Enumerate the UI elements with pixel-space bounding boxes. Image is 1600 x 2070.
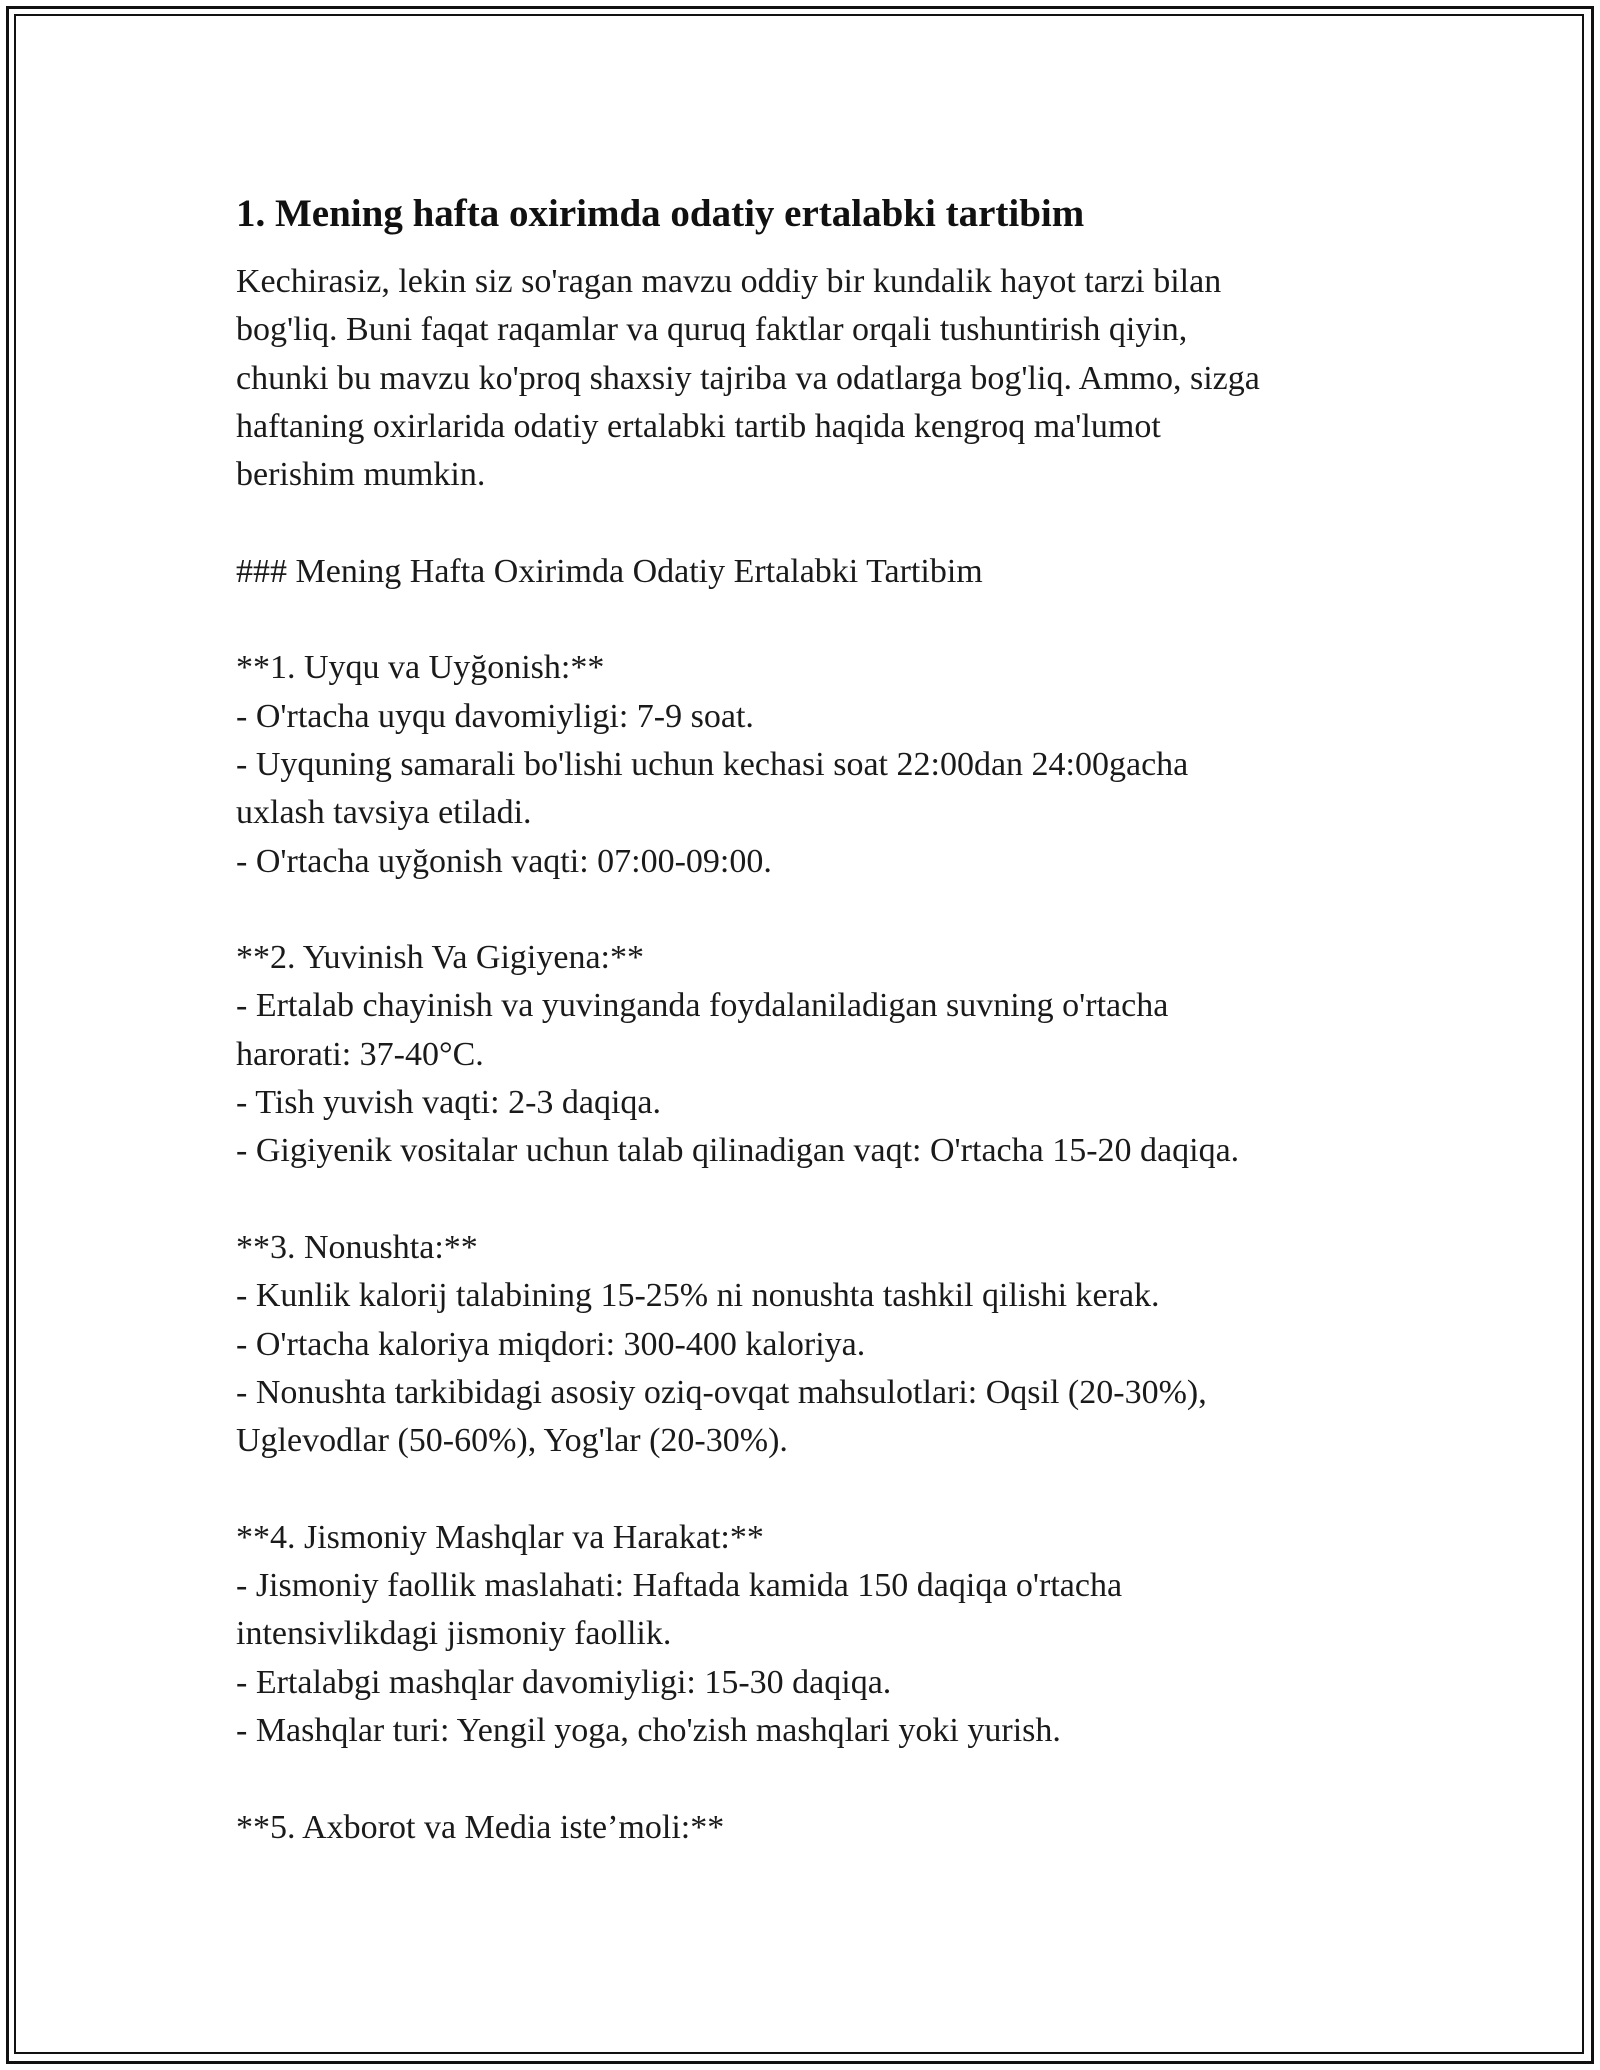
text-line: **1. Uyqu va Uyğonish:** (236, 649, 605, 687)
text-line: - Jismoniy faollik maslahati: Haftada kamida 150 daqiqa o'rtacha (236, 1567, 1123, 1605)
text-line: **3. Nonushta:** (236, 1228, 478, 1266)
text-line: - Nonushta tarkibidagi asosiy oziq-ovqat mahsulotlari: Oqsil (20-30%), (236, 1373, 1207, 1411)
text-line: - Ertalabgi mashqlar davomiyligi: 15-30 daqiqa. (236, 1663, 892, 1701)
text-line: bog'liq. Buni faqat raqamlar va quruq faktlar orqali tushuntirish qiyin, (236, 311, 1188, 349)
text-line: - Tish yuvish vaqti: 2-3 daqiqa. (236, 1084, 662, 1122)
document-text (236, 258, 1366, 1852)
text-line: chunki bu mavzu ko'proq shaxsiy tajriba va odatlarga bog'liq. Ammo, sizga (236, 359, 1260, 397)
blank-line (236, 596, 1366, 644)
text-line: - O'rtacha uyğonish vaqti: 07:00-09:00. (236, 842, 772, 880)
text-line: - O'rtacha uyqu davomiyligi: 7-9 soat. (236, 697, 754, 735)
text-line: - O'rtacha kaloriya miqdori: 300-400 kaloriya. (236, 1325, 866, 1363)
text-line: berishim mumkin. (236, 456, 486, 494)
text-line: intensivlikdagi jismoniy faollik. (236, 1615, 672, 1653)
text-line: - Gigiyenik vositalar uchun talab qilinadigan vaqt: O'rtacha 15-20 daqiqa. (236, 1132, 1240, 1170)
text-line: harorati: 37-40°C. (236, 1035, 484, 1073)
blank-line (236, 1465, 1366, 1513)
text-line: **5. Axborot va Media iste’moli:** (236, 1808, 725, 1846)
blank-line (236, 1755, 1366, 1803)
blank-line (236, 886, 1366, 934)
text-line: **2. Yuvinish Va Gigiyena:** (236, 939, 644, 977)
text-line: Uglevodlar (50-60%), Yog'lar (20-30%). (236, 1422, 788, 1460)
text-line: - Ertalab chayinish va yuvinganda foydalaniladigan suvning o'rtacha (236, 987, 1169, 1025)
text-line: - Uyquning samarali bo'lishi uchun kechasi soat 22:00dan 24:00gacha (236, 745, 1189, 783)
text-line: ### Mening Hafta Oxirimda Odatiy Ertalabki Tartibim (236, 552, 983, 590)
text-line: - Kunlik kalorij talabining 15-25% ni nonushta tashkil qilishi kerak. (236, 1277, 1160, 1315)
document-body (236, 188, 1366, 1852)
blank-line (236, 1176, 1366, 1224)
text-line: **4. Jismoniy Mashqlar va Harakat:** (236, 1518, 764, 1556)
text-line: Kechirasiz, lekin siz so'ragan mavzu oddiy bir kundalik hayot tarzi bilan (236, 263, 1222, 300)
text-line: haftaning oxirlarida odatiy ertalabki tartib haqida kengroq ma'lumot (236, 407, 1161, 445)
document-title: 1. Mening hafta oxirimda odatiy ertalabki tartibim (236, 192, 1085, 235)
text-line: uxlash tavsiya etiladi. (236, 794, 532, 832)
blank-line (236, 499, 1366, 547)
text-line: - Mashqlar turi: Yengil yoga, cho'zish mashqlari yoki yurish. (236, 1711, 1061, 1749)
